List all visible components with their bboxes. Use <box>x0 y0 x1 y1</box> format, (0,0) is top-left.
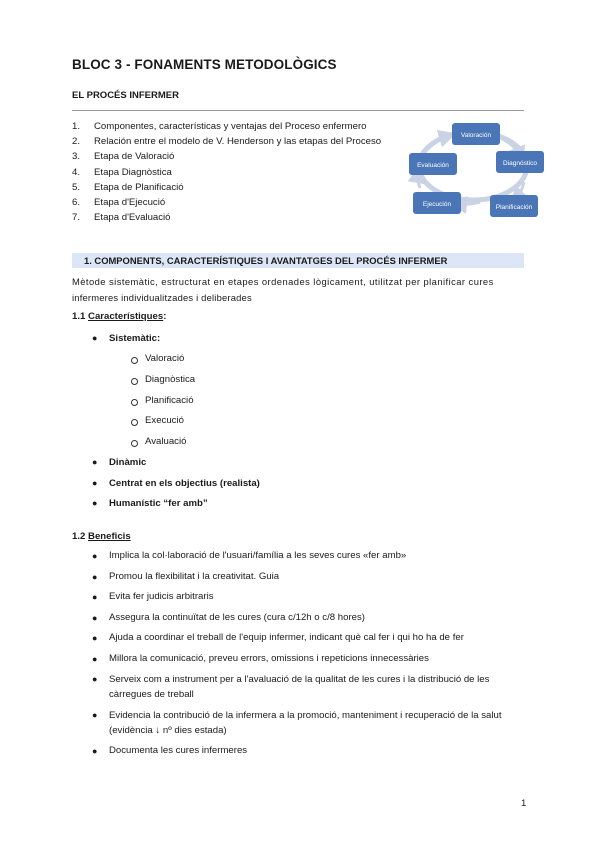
benefit-item: Promou la flexibilitat i la creativitat. Guia <box>109 571 280 582</box>
cycle-label: Planificación <box>495 204 533 211</box>
section-heading: 1. COMPONENTS, CARACTERÍSTIQUES I AVANTATGES DEL PROCÉS INFERMER <box>84 255 448 266</box>
bullet-icon: ● <box>92 551 98 561</box>
toc-text: Componentes, características y ventajas del Proceso enfermero <box>94 121 367 132</box>
document-title: BLOC 3 - FONAMENTS METODOLÒGICS <box>72 57 337 72</box>
process-cycle-diagram <box>398 116 548 224</box>
toc-item <box>72 195 381 210</box>
bullet-icon: ● <box>92 498 98 508</box>
sub-list-item: Avaluació <box>145 436 187 447</box>
toc-number: 4. <box>72 166 81 178</box>
toc-item <box>72 134 381 149</box>
subsection-heading-caracteristiques <box>72 311 166 322</box>
cycle-node-valoracion <box>452 123 500 145</box>
toc-text: Relación entre el modelo de V. Henderson y las etapas del Proceso <box>94 136 382 148</box>
circle-bullet-icon <box>131 399 138 406</box>
toc-text: Etapa de Planificació <box>94 181 184 193</box>
bullet-icon: ● <box>92 478 98 488</box>
toc-text: Etapa d'Evaluació <box>94 212 171 224</box>
subsection-number: 1.2 <box>72 531 89 542</box>
list-item <box>109 478 260 489</box>
bullet-icon: ● <box>92 654 98 664</box>
paragraph-line: infermeres individualitzades i deliberades <box>72 292 252 303</box>
cycle-node-evaluacion <box>409 153 457 175</box>
toc-text: Etapa Diagnòstica <box>94 166 172 178</box>
list-item: Sistemàtic: <box>109 333 161 344</box>
toc-item <box>72 180 381 195</box>
bullet-icon: ● <box>92 633 98 643</box>
circle-bullet-icon <box>131 440 138 447</box>
list-item: Humanístic “fer amb” <box>109 498 208 509</box>
cycle-node-ejecucion <box>413 192 461 214</box>
subsection-heading-beneficis <box>72 531 131 542</box>
list-item-text: Centrat en els objectius (realista) <box>109 478 260 489</box>
bullet-icon: ● <box>92 572 98 582</box>
subsection-title: Característiques <box>88 311 164 322</box>
cycle-label: Valoración <box>460 132 492 139</box>
benefit-item: Evita fer judicis arbitraris <box>109 591 214 602</box>
toc-text: Etapa d'Ejecució <box>94 196 166 208</box>
subsection-colon: : <box>163 311 167 322</box>
bullet-icon: ● <box>92 333 98 343</box>
toc-number: 3. <box>72 151 81 163</box>
subsection-title: Beneficis <box>88 531 131 542</box>
toc-number: 2. <box>72 136 81 148</box>
toc-number: 1. <box>72 121 81 132</box>
section-paragraph <box>72 274 524 306</box>
toc-number: 7. <box>72 212 81 224</box>
cycle-label: Ejecución <box>422 201 452 208</box>
benefit-item: Ajuda a coordinar el treball de l'equip infermer, indicant què cal fer i qui ho ha de fer <box>109 632 464 643</box>
cycle-label: Evaluación <box>417 162 449 169</box>
document-subtitle: EL PROCÉS INFERMER <box>72 90 179 101</box>
paragraph-line: Mètode sistemàtic, estructurat en etapes ordenades lògicament, utilitzat per planificar cures <box>72 276 494 287</box>
sub-list-item: Execució <box>145 415 184 426</box>
toc-text: Etapa de Valoració <box>94 151 175 163</box>
bullet-icon: ● <box>92 613 98 623</box>
bullet-icon: ● <box>92 592 98 602</box>
circle-bullet-icon <box>131 419 138 426</box>
bullet-icon: ● <box>92 674 98 684</box>
toc-item <box>72 119 381 134</box>
cycle-node-planificacion <box>490 195 538 217</box>
cycle-node-diagnostico <box>496 151 544 173</box>
list-item: Dinàmic <box>109 457 147 468</box>
benefit-item: Implica la col·laboració de l'usuari/família a les seves cures «fer amb» <box>109 550 407 561</box>
toc-item <box>72 210 381 225</box>
circle-bullet-icon <box>131 378 138 385</box>
divider <box>72 110 524 111</box>
bullet-icon: ● <box>92 710 98 720</box>
bullet-icon: ● <box>92 457 98 467</box>
sub-list-item: Diagnòstica <box>145 374 196 385</box>
toc-item <box>72 165 381 180</box>
benefit-item: Assegura la continuïtat de les cures (cura c/12h o c/8 hores) <box>109 612 365 623</box>
benefit-item: Serveix com a instrument per a l'avaluació de la qualitat de les cures i la distribució de les càrregues de treball <box>109 674 490 700</box>
sub-list-item: Planificació <box>145 395 194 406</box>
table-of-contents <box>72 119 381 225</box>
benefit-item: Evidencia la contribució de la infermera a la promoció, manteniment i recuperació de la salut (evidència ↓ nº dies estada) <box>109 710 502 736</box>
benefit-item: Documenta les cures infermeres <box>109 745 248 756</box>
sub-list-item: Valoració <box>145 353 185 364</box>
toc-number: 5. <box>72 181 81 193</box>
cycle-label: Diagnóstico <box>503 160 537 167</box>
bullet-icon: ● <box>92 746 98 756</box>
subsection-number: 1.1 <box>72 311 89 322</box>
toc-number: 6. <box>72 196 81 208</box>
benefit-item: Millora la comunicació, preveu errors, omissions i repeticions innecessàries <box>109 653 429 664</box>
circle-bullet-icon <box>131 357 138 364</box>
toc-item <box>72 149 381 164</box>
page-number: 1 <box>521 798 527 809</box>
